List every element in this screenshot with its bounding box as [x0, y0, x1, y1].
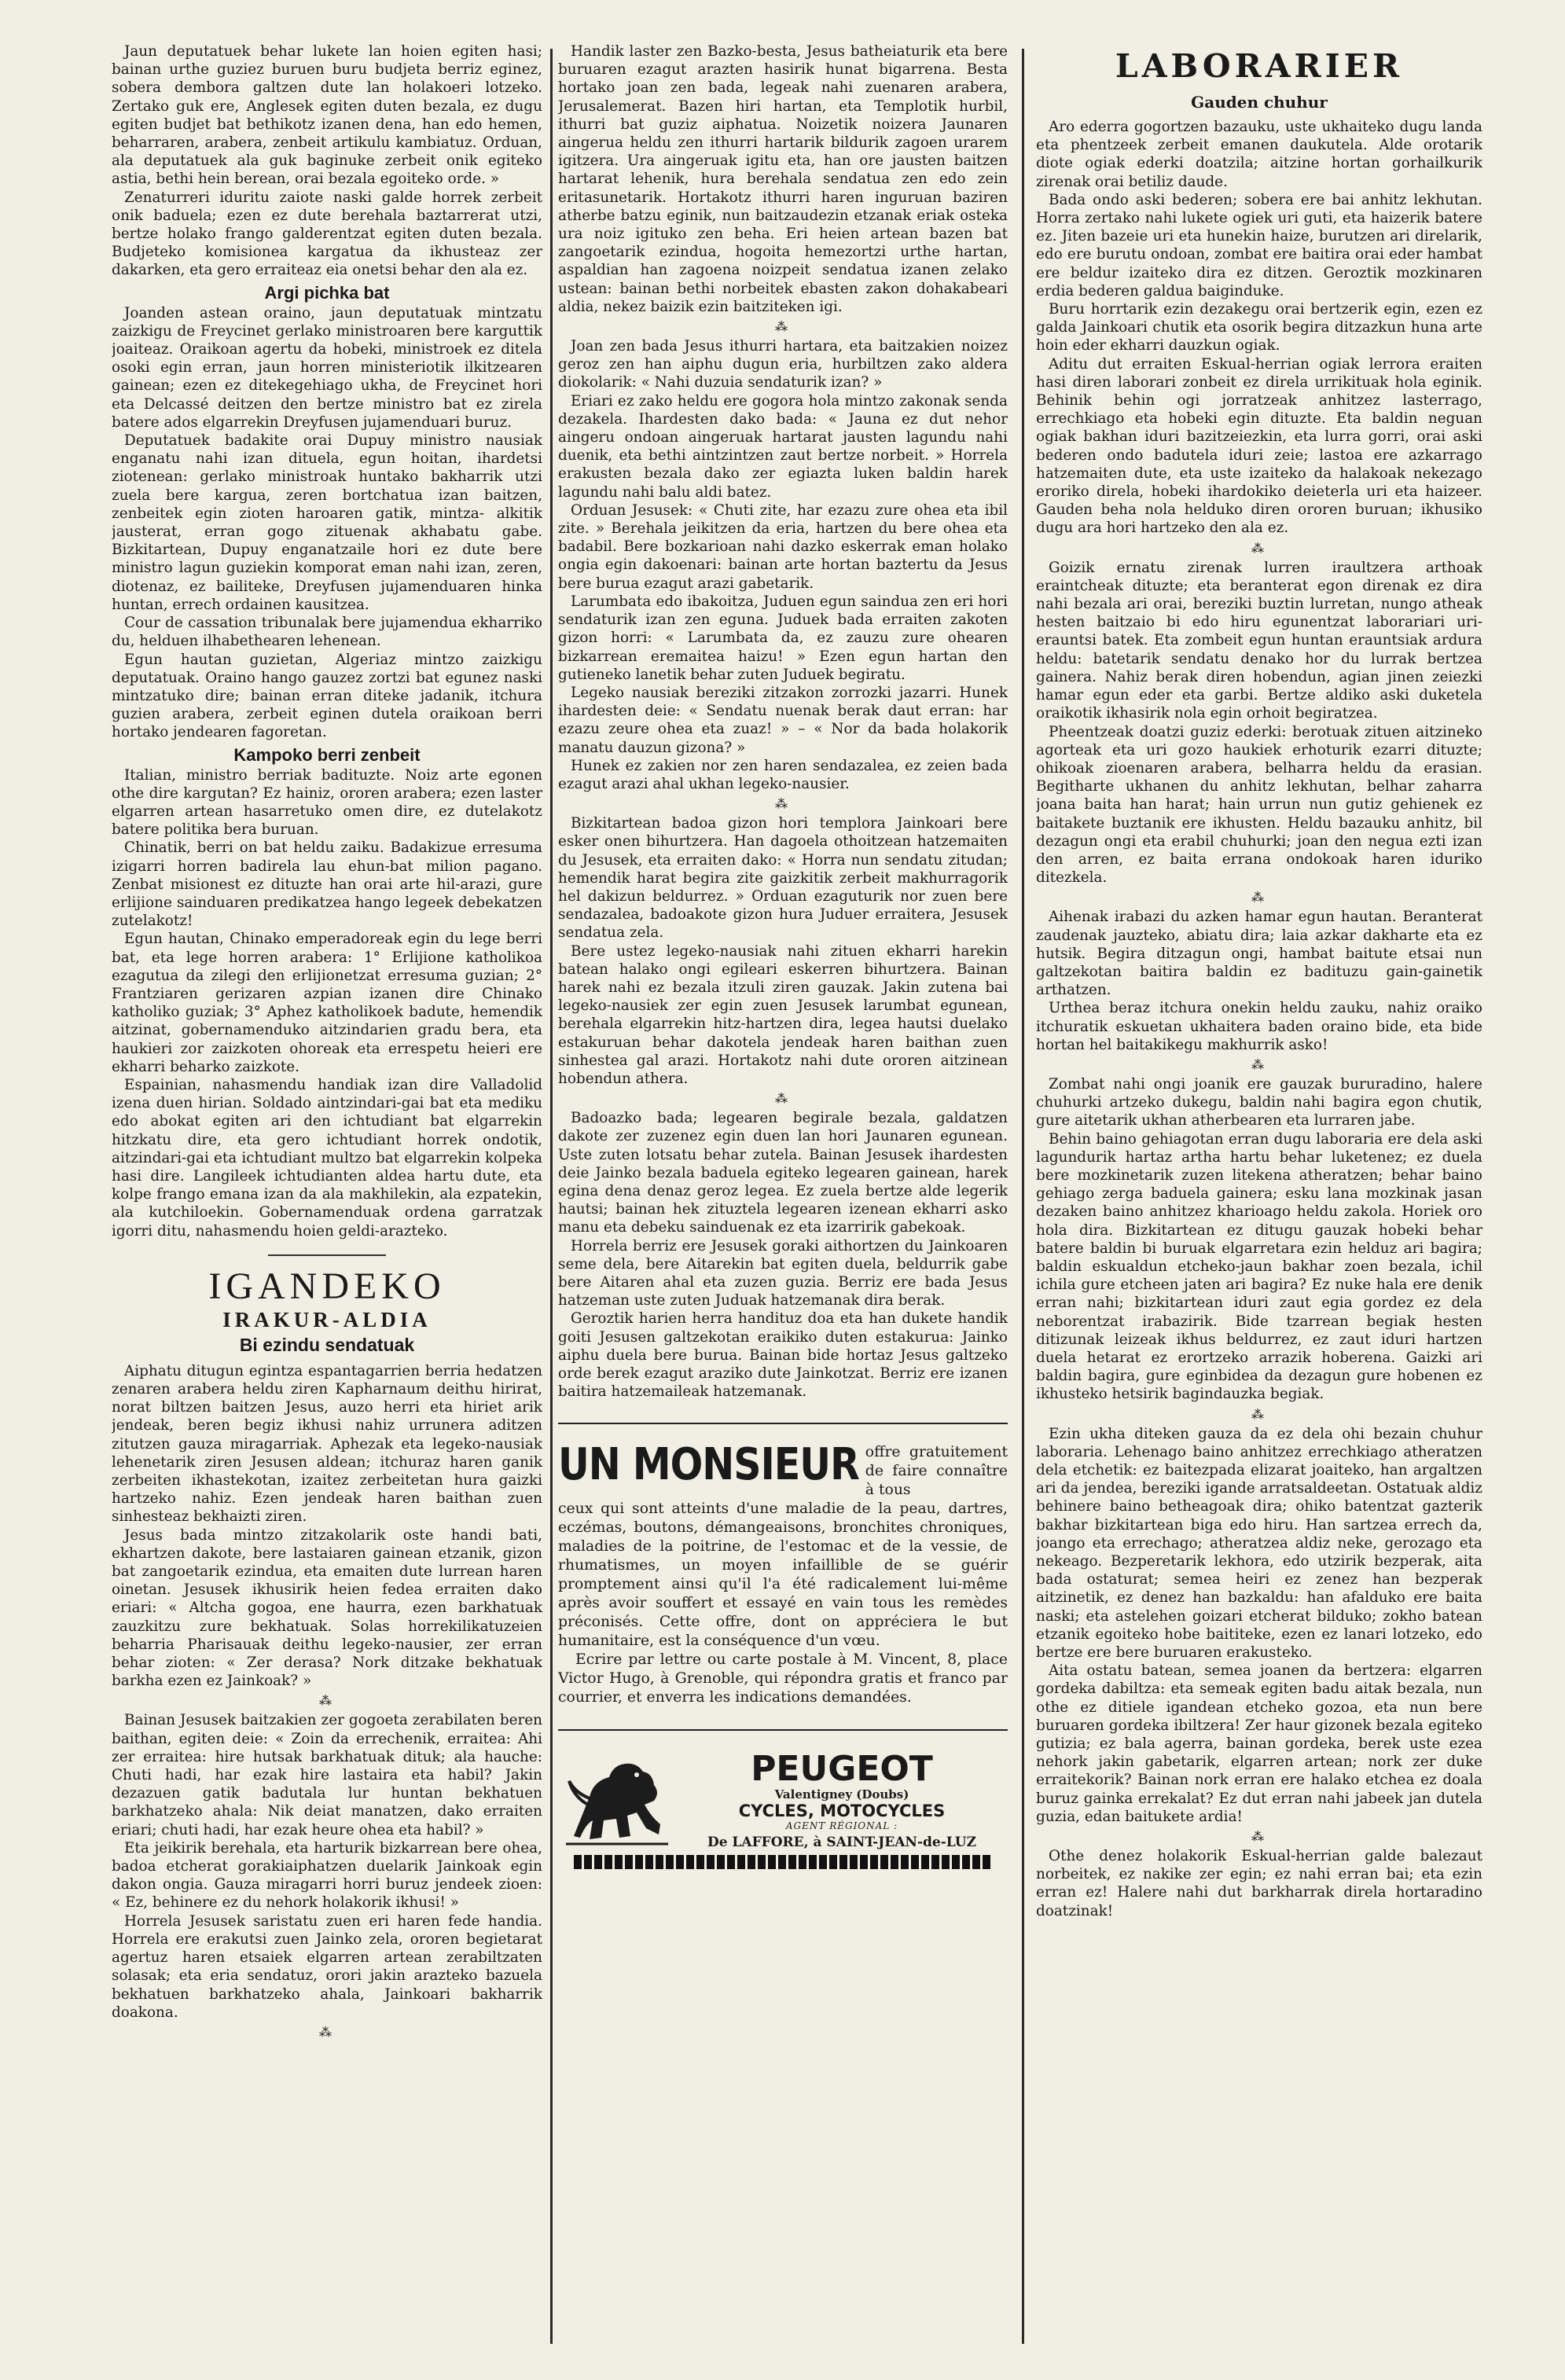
- paragraph: Bada ondo aski bederen; sobera ere bai anhitz lekhutan. Horra zertako nahi lukete ogiek uri guti, eta haizerik batere ez. Jiten bazeie uri eta hunekin haize, burutzen ari direlarik, edo ere burutu ondoan, zombat ere baitira orai eder hambat ere beldur izaiteko dira ez ditzen. Geroztik mozkinaren erdia bederen galdua baiginduke.: [1036, 191, 1482, 299]
- ornament-stars: ⁂: [319, 2024, 335, 2040]
- ad-headline: UN MONSIEUR: [558, 1438, 859, 1491]
- paragraph: Buru horrtarik ezin dezakegu orai bertzerik egin, ezen ez galda Jainkoari chutik eta osorik begira ditzazkun huna arte hoin eder ekharri dauzkun ogiak.: [1036, 301, 1482, 354]
- paragraph: Bere ustez legeko-nausiak nahi zituen ekharri harekin batean halako ongi egileari eskerren bihurtzera. Bainan harek nahi ez bezala itzuli ziren gauzak. Jakin zutena bai legeko-nausiek zer egin zuen Jesusek larumbat egunean, berehala elgarrekin hitz-hartzen dira, legea hautsi duelako estakuruan behar dakotela jendeak haren baithan zuen sinhestea gal arazi. Hortakotz nahi dute ororen aitzinean hobendun athera.: [558, 942, 1008, 1087]
- heading-gauden-chuhur: Gauden chuhur: [1191, 93, 1328, 112]
- peugeot-brand: PEUGEOT: [751, 1749, 933, 1790]
- paragraph: Goizik ernatu zirenak lurren iraultzera arthoak eraintcheak dituzte; eta beranterat egon direnak ez dira nahi bezala ari orai, bereziki buztin lurretan, nungo atheak hesten baitzaio bi edo hiru egunentzat laborariari uri-erauntsi batek. Eta zombeit egun huntan erauntsiak ardura heldu: batetarik sendatu denako hor du lurrak bertzea gainera. Nahiz berak diren hobendun, agian jinen zeiezki hamar egun eder eta garbi. Bertze aldiko aski duketela oraikotik ikhasirik nola egin orhoit begiratzea.: [1036, 559, 1482, 722]
- igandeko-title: IGANDEKO: [208, 1265, 446, 1307]
- peugeot-place: Valentigney (Doubs): [774, 1787, 909, 1802]
- peugeot-products: CYCLES, MOTOCYCLES: [738, 1802, 946, 1821]
- ad-first-line: offre gratuitement de faire connaître à tous: [865, 1444, 1008, 1499]
- paragraph: Othe denez holakorik Eskual-herrian galde balezaut norbeitek, ez nakike zer egin; ez nahi erran bai; eta ezin erran ez! Halere nahi dut barkharrak direla hortaradino doatzinak!: [1036, 1848, 1482, 1919]
- paragraph: Deputatuek badakite orai Dupuy ministro nausiak enganatu nahi izan dituela, egun hoitan, ihardetsi ziotenean: gerlako ministroak huntako bakharrik utzi zuela bere kargua, zeren bortchatua izan baitzen, zenbeitek egin zioten haroaren gatik, mintza- alkitik jausterat, erran gogo zituenak akhabatu gabe. Bizkitartean, Dupuy enganatzaile hori ez dute bere ministro lagun guziekin komporat eman nahi izan, zeren, diotenaz, ez bailiteke, Dreyfusen jujamenduaren hinka huntan, errech ordainen kausitzea.: [112, 432, 542, 613]
- paragraph: Horrela berriz ere Jesusek goraki aithortzen du Jainkoaren seme dela, bere Aitarekin bat egiten duela, beldurrik gabe bere Aitaren ahal eta zuzen guzia. Berriz ere bada Jesus hatzeman uste zuten Juduak hatzemanak dira berak.: [558, 1237, 1008, 1309]
- ornament-stars: ⁂: [775, 796, 791, 812]
- irakur-aldia-title: IRAKUR-ALDIA: [222, 1307, 432, 1331]
- paragraph: Cour de cassation tribunalak bere jujamendua ekharriko du, helduen ilhabethearen lehenean.: [112, 615, 542, 650]
- paragraph: Hunek ez zakien nor zen haren sendazalea, ez zeien bada ezagut arazi ahal ukhan legeko-nausier.: [558, 757, 1008, 792]
- column-1: [112, 42, 542, 2353]
- advertisement-monsieur: [558, 1423, 1008, 1707]
- ornament-stars: ⁂: [1251, 1406, 1267, 1422]
- peugeot-dealer: De LAFFORE, à SAINT-JEAN-de-LUZ: [707, 1835, 977, 1851]
- ornament-stars: ⁂: [1251, 1056, 1267, 1072]
- column-rule: [1022, 49, 1024, 2344]
- heading-kampoko-berri: Kampoko berri zenbeit: [233, 744, 421, 765]
- paragraph: Badoazko bada; legearen begirale bezala, galdatzen dakote zer zuzenez egin duen lan hori Jaunaren egunean. Uste zuten lotsatu behar zutela. Bainan Jesusek ihardesten deie Jainko bezala baduela egiteko legearen gainean, harek egina dena denaz geroz legea. Ez zuela bertze alde legerik hautsi; bainan hek zituztela legearen izenean ekharri asko manu eta debeku sainduenak ez eta izarririk gabekoak.: [558, 1110, 1008, 1236]
- paragraph: Eta jeikirik berehala, eta harturik bizkarrean bere ohea, badoa etcherat gorakiaiphatzen duelarik Jainkoak egin dakon ongia. Gauza miragarri horri buruz jendeek zioen: « Ez, behinere ez du nehork holakorik ikhusi! »: [112, 1839, 542, 1912]
- column-3: [1036, 42, 1482, 2353]
- ornament-stars: ⁂: [775, 319, 791, 335]
- paragraph: Eriari ez zako heldu ere gogora hola mintzo zakonak senda dezakela. Ihardesten dako bada: « Jauna ez dut nehor aingeru ondoan aingeruak hartarat jausten lagundu nahi duenik, eta bethi aintzintzen zaut bertze norbeit. » Horrela erakusten bezala dako zer egiazta luken baldin harek lagundu nahi balu aldi batez.: [558, 392, 1008, 501]
- paragraph: Zombat nahi ongi joanik ere gauzak bururadino, halere chuhurki artzeko dukegu, baldin nahi bagira egon chutik, gure aitetarik ukhan atherbearen eta lurraren jabe.: [1036, 1075, 1482, 1129]
- paragraph: Aita ostatu batean, semea joanen da bertzera: elgarren gordeka dabiltza: eta semeak egiten badu aitak bezala, nun othe ez ditiele igandean etcheko gozoa, eta nun bere buruaren gordeka ibiltzera! Zer haur gizonek bezala egiteko gutizia; ez bala agerra, bainan gordeka, berek uste ezea nehork jakin gabetarik, elgarren artean; nork zer duke erraitekorik? Bainan nork erran ere halako etchea ez doala buruz gainka errekalat? Ez dut erran nahi jabeek jan dutela guzia, edan baitukete ardia!: [1036, 1662, 1482, 1825]
- peugeot-agent: AGENT RÉGIONAL :: [785, 1820, 898, 1832]
- paragraph: Horrela Jesusek saristatu zuen eri haren fede handia. Horrela ere erakutsi zuen Jainko zela, ororen begietarat agertuz haren etsaiek elgarren artean zerabiltzaten solasak; eta eria sendatuz, orori jakin arazteko bazuela bekhatuen barkhatzeko ahala, Jainkoari bakharrik doakona.: [112, 1912, 542, 2021]
- ornament-stars: ⁂: [1251, 1829, 1267, 1845]
- paragraph: Aihenak irabazi du azken hamar egun hautan. Beranterat zaudenak jauzteko, abiatu dira; laia azkar dakharte eta ez hutsik. Begira ditzagun ongi, hambat baitute etsai nun galtzekotan baitira baldin ez badituzu gain-gainetik arthatzen.: [1036, 909, 1482, 999]
- ornament-stars: ⁂: [1251, 540, 1267, 556]
- ad-body: ceux qui sont atteints d'une maladie de la peau, dartres, eczémas, boutons, démangeaisons, bronchites chroniques, maladies de la poitrine, de l'estomac et de la vessie, de rhumatismes, un moyen infaillible de se guérir promptement ainsi qu'il l'a été radicalement lui-même après avoir souffert et essayé en vain tous les remèdes préconisés. Cette offre, dont on appréciera le but humanitaire, est la conséquence d'un vœu.: [558, 1500, 1008, 1650]
- paragraph: Aditu dut erraiten Eskual-herrian ogiak lerrora eraiten hasi diren laborari zonbeit ez direla urrikituak hola eginik. Behinik behin ogi jorratzeak anhitzez lasterrago, errechkiago eta hobeki egin dituzte. Eta baldin neguan ogiak bakhan iduri bazitzeiezkin, eta lurra gorri, orai aski bederen ondo badutela iduri zeie; lastoa ere azkarrago hatzemaiten dute, eta uste izaiteko da halakoak nekezago eroriko direla, hobeki ihardokiko deieterla uri eta haizeer. Gauden beha nola helduko diren ororen buruan; ikhusiko dugu ara hori hartzeko den ala ez.: [1036, 355, 1482, 537]
- paragraph: Orduan Jesusek: « Chuti zite, har ezazu zure ohea eta ibil zite. » Berehala jeikitzen da eria, hartzen du bere ohea eta badabil. Bere bozkarioan nahi dazko eskerrak eman holako ongia egin dakoenari: bainan arte hortan baztertu da Jesus bere burua ezagut arazi gabetarik.: [558, 501, 1008, 592]
- paragraph: Chinatik, berri on bat heldu zaiku. Badakizue erresuma izigarri horren badirela lau ehun-bat milion pagano. Zenbat misionest ez dituzte han orai arte hil-arazi, gure erlijione sainduaren predikatzea hango legeek debekatzen zutelakotz!: [112, 839, 542, 930]
- paragraph: Jesus bada mintzo zitzakolarik oste handi bati, ekhartzen dakote, bere lastaiaren gainean etzanik, gizon bat zangoetarik ezindua, eta emaiten dute lurrean haren oinetan. Jesusek ikhusirik heien fedea erraiten dako eriari: « Altcha gogoa, ene haurra, ezen barkhatuak zauzkitzu zure bekhatuak. Solas horrekilikatuzeien beharria Pharisauak deithu legeko-nausier, zer erran behar zioten: « Zer derasa? Nork ditzake bekhatuak barkha ezen ez Jainkoak? »: [112, 1526, 542, 1690]
- paragraph: Behin baino gehiagotan erran dugu laboraria ere dela aski lagundurik hartaz artha hartu behar luketenez; ez duela bere mozkinetarik zuzen litekena atheratzen; behar baino gehiago zerga baduela gainera; esku lana mozkinak jasan dezaken baino anhitzez kharioago heldu zakola. Horiek oro hola dira. Bizkitartean ez ditugu gauzak hobeki behar batere baldin bi buruak elgarretara ezin helduz ari bagira; baldin eskualdun etcheko-jaun bakhar zoen bezala, ichil ichila gure etcheen jaten ari bagira? Ez nuke hala ere denik erran nahi; bizkitartean iduri zaut egia gordez ez dela neborentzat irabazirik. Bide tzarrean begiak hesten ditizunak leizeak ikhus beldurrez, ez zaut iduri hartzen duela hetarat ez erortzeko arrazik hoberena. Gaizki ari baldin bagira, gure eginbidea da dezagun gure hobenen ez ikhusteko hetsirik bagindauzka begiak.: [1036, 1130, 1482, 1403]
- paragraph: Joanden astean oraino, jaun deputatuak mintzatu zaizkigu de Freycinet gerlako ministroaren bere karguttik joaiteaz. Oraikoan agertu da hobeki, ministroek ez ditela osoki egin erran, jaun horren ministeriotik ilkitzearen gainean; ezen ez ditekegehiago ukha, de Freycinet hori eta Delcassé deitzen den bertze ministro bat ez zirela batere ados elgarrekin Dreyfusen jujamenduari buruz.: [112, 304, 542, 431]
- paragraph: Pheentzeak doatzi guziz ederki: berotuak zituen aitzineko agorteak eta uri gozo haukiek erhoturik ezarri dituzte; ohikoak zioenaren arabera, belharra heldu da erasian. Begitharte ukhanen du anhitz lekhutan, belhar zaharra joana baita han harat; hain urrun nun gutiz gehienek ez baitakete buztanik ere ikhusten. Heldu bazauku anhitz, bil dezagun ongi eta erabil chuhurki; joan den negua ezti izan den arren, ez baita errana ondokoak haren iduriko ditezkela.: [1036, 723, 1482, 887]
- paragraph: Espainian, nahasmendu handiak izan dire Valladolid izena duen hirian. Soldado aintzindari-gai bat eta mediku edo abokat egiten ari den ichtudiant bat elgarrekin hitzkatu dire, eta gero ichtudiant horrek ondotik, aitzindari-gai eta ichtudiant multzo bat elgarrekin kolpeka hasi dire. Langileek ichtudianten aldea hartu dute, eta kolpe frango emana izan da ala makhilekin, ala ezpatekin, ala kutchiloekin. Gobernamenduak ordena garratzak igorri ditu, nahasmendu hoien geldi-arazteko.: [112, 1076, 542, 1240]
- ornament-stars: ⁂: [775, 1091, 791, 1107]
- ad-contact: Ecrire par lettre ou carte postale à M. Vincent, 8, place Victor Hugo, à Grenoble, qui répondra gratis et franco par courrier, et enverra les indications demandées.: [558, 1651, 1008, 1706]
- heading-argi-pichka: Argi pichka bat: [264, 282, 390, 303]
- column-rule: [550, 49, 553, 2344]
- paragraph: Aro ederra gogortzen bazauku, uste ukhaiteko dugu landa eta phentzeek zerbeit emanen daukutela. Alde orotarik diote ogiak ederki doatzila; aitzine hortan gorhailkurik zirenak orai betiliz daude.: [1036, 119, 1482, 190]
- paragraph: Aiphatu ditugun egintza espantagarrien berria hedatzen zenaren arabera heldu ziren Kapharnaum deithu hirirat, norat biltzen baitzen Jesus, auzo herri eta hiriet arik jendeak, beren begiz ikhusi nahiz urrunera aditzen zitutzen gauza miragarriak. Aphezak eta legeko-nausiak lehenetarik ziren Jesusen aldean; itchuraz haren ganik zerbeiten ikhastekotan, izaitez zerbeitetan hura gaizki hartzeko nahiz. Ezen jendeak haren baithan zuen sinhesteaz bekhaizti ziren.: [112, 1362, 542, 1526]
- paragraph: Jaun deputatuek behar lukete lan hoien egiten hasi; bainan urthe guziez buruen buru budjeta berriz eginez, sobera dembora galtzen dute lan holakoeri lotzeko. Zertako guk ere, Anglesek egiten duten bezala, ez dugu egiten budjet bat bethikotz izanen dena, han edo hemen, beharraren, arabera, zenbeit artikulu kambiatuz. Orduan, ala deputatuek ala guk baginuke zerbeit onik egiteko astia, bethi hein berean, orai bezala egoiteko orde. »: [112, 43, 542, 188]
- paragraph: Legeko nausiak bereziki zitzakon zorrozki jazarri. Hunek ihardesten deie: « Sendatu nuenak berak daut erran: har ezazu zeure ohea eta zuaz! » – « Nor da bada holakorik manatu dauzun gizona? »: [558, 684, 1008, 756]
- paragraph: Handik laster zen Bazko-besta, Jesus batheiaturik eta bere buruaren ezagut arazten hasirik hunat bigarrena. Besta hortako joan zen bada, legeak nahi zuenaren arabera, Jerusalemerat. Bazen hiri hartan, eta Templotik hurbil, ithurri bat guziz aiphatua. Noizetik noizera Jaunaren aingerua heldu zen ithurri hartarik bildurik zagoen urarem igitzera. Ura aingeruak igitu eta, han ore jausten baitzen hartarat lehenik, hura berehala sendatua zen edo zein eritasunetarik. Hortakotz ithurri haren inguruan baziren atherbe batzu eginik, nun baitzaudezin etzanak eriak osteka ura noiz igituko zen beha. Eri heien artean bazen bat zangoetarik ezindua, hogoita hemezortzi urthe hartan, aspaldian han zagoena noizpeit sendatua izanen zelako ustean: bainan bethi norbeitek ebasten zakon dohakabeari aldia, nekez baizik ezin baitziteken igi.: [558, 43, 1008, 315]
- heading-bi-ezindu: Bi ezindu sendatuak: [239, 1334, 415, 1355]
- paragraph: Larumbata edo ibakoitza, Juduen egun saindua zen eri hori sendaturik izan zen eguna. Juduek bada erraiten zakoten gizon horri: « Larumbata da, ez zauzu zure ohearen bizkarrean eremaitea haizu! » Ezen egun hartan den gutieneko lanetik behar zuten Juduek begiratu.: [558, 593, 1008, 683]
- paragraph: Bainan Jesusek baitzakien zer gogoeta zerabilaten beren baithan, egiten deie: « Zoin da errechenik, erraitea: Ahi zer erraitea: hire hutsak barkhatuak dituk; ala hauche: Chuti hadi, har ezak hire lastaira eta habil? Jakin dezazuen gatik badutala lur huntan bekhatuen barkhatzeko ahala: Nik deiat manatzen, dako erraiten eriari; chuti hadi, har ezak heure ohea eta habil? »: [112, 1712, 542, 1838]
- ornament-stars: ⁂: [319, 1693, 335, 1709]
- section-title-laborarier: LABORARIER: [1115, 47, 1404, 85]
- paragraph: Ezin ukha diteken gauza da ez dela ohi bezain chuhur laboraria. Lehenago baino anhitzez errechkiago atheratzen dela etchetik: ez baitezpada elizarat joaiteko, han argaltzen ari da jendea, bereziki igande arratsaldeetan. Ostatuak aldiz behinere baino betheagoak dira; ohiko batentzat gazterik bakhar bizkitartean biga edo hiru. Han sartzea errech da, joango eta errechago; atheratzea aldiz neke, gerozago eta nekeago. Bezperetarik lekhora, edo utzirik bezperak, aita bada ostaturat; semea heiri ez zenez han bezperak aitzinetik, ez denez han bazkaldu: han afalduko ere baita naski; eta astelehen goizari etcherat bilduko; zokho batean etzanik egoiteko hobe baititeke, ezen ez lanari lotzeko, edo bertze ere bere buruaren erakusteko.: [1036, 1425, 1482, 1662]
- column-2: [558, 42, 1008, 2353]
- advertisement-peugeot: [558, 1729, 1008, 1852]
- paragraph: Urthea beraz itchura onekin heldu zauku, nahiz oraiko itchuratik eskuetan ukhaitera baden oraino bide, eta bide hortan hel baitakikegu makhurrik asko!: [1036, 1000, 1482, 1053]
- paragraph: Joan zen bada Jesus ithurri hartara, eta baitzakien noizez geroz zen han aiphu dugun eria, hurbiltzen zako aldera diokolarik: « Nahi duzuia sendaturik izan? »: [558, 338, 1008, 391]
- ornament-stars: ⁂: [1251, 890, 1267, 905]
- section-divider: [268, 1254, 386, 1256]
- paragraph: Bizkitartean badoa gizon hori templora Jainkoari bere esker onen bihurtzera. Han dagoela othoitzean hatzemaiten du Jesusek, eta erraiten dako: « Horra nun sendatu zitudan; hemendik harat begira zite gaizkitik zerbeit makhurragorik hel dakizun beldurrez. » Orduan ezaguturik nor zuen bere sendazalea, badoakote gizon hura Juduer erraitera, Jesusek sendatua zela.: [558, 815, 1008, 942]
- paragraph: Italian, ministro berriak badituzte. Noiz arte egonen othe dire kargutan? Ez hainiz, ororen arabera; ezen laster elgarren artean hasarretuko omen dire, ez dutelakotz batere politika bera buruan.: [112, 766, 542, 839]
- paragraph: Egun hautan, Chinako emperadoreak egin du lege berri bat, eta lege horren arabera: 1° Erlijione katholikoa ezagutua da zilegi den erlijionetzat erresuma guzian; 2° Frantziaren gerizaren azpian izanen dire Chinako katholiko guziak; 3° Aphez katholikoek badute, hemendik aitzinat, gobernamenduko aitzindarien gradu bera, eta haukieri zor zaizkoten ohoreak eta errespetu heieri ere ekharri beharko zaizkote.: [112, 931, 542, 1075]
- paragraph: Zenaturreri iduritu zaiote naski galde horrek zerbeit onik baduela; ezen ez dute berehala baztarrerat utzi, bertze holako frango galderentzat egiten duten bezala. Budjeteko komisionea kargatua da ikhusteaz zer dakarken, eta gero erraiteaz eia onetsi behar den ala ez.: [112, 189, 542, 279]
- lion-logo-icon: [558, 1750, 676, 1852]
- paragraph: Egun hautan guzietan, Algeriaz mintzo zaizkigu deputatuak. Oraino hango gauzez zortzi bat egunez naski mintzatuko dire; bainan erran diteke jadanik, itchura guzien arabera, zerbeit eginen dutela oraikoan berri hortako jendearen fagoretan.: [112, 651, 542, 741]
- paragraph: Geroztik harien herra handituz doa eta han dukete handik goiti Jesusen galtzekotan eraikiko duten estakurua: Jainko aiphu duela bere burua. Bainan bide hortaz Jesus galtzeko orde berek ezagut araziko dute Jainkotzat. Berriz ere izanen baitira hatzemaileak hatzemanak.: [558, 1310, 1008, 1401]
- ornament-bar: [574, 1855, 992, 1869]
